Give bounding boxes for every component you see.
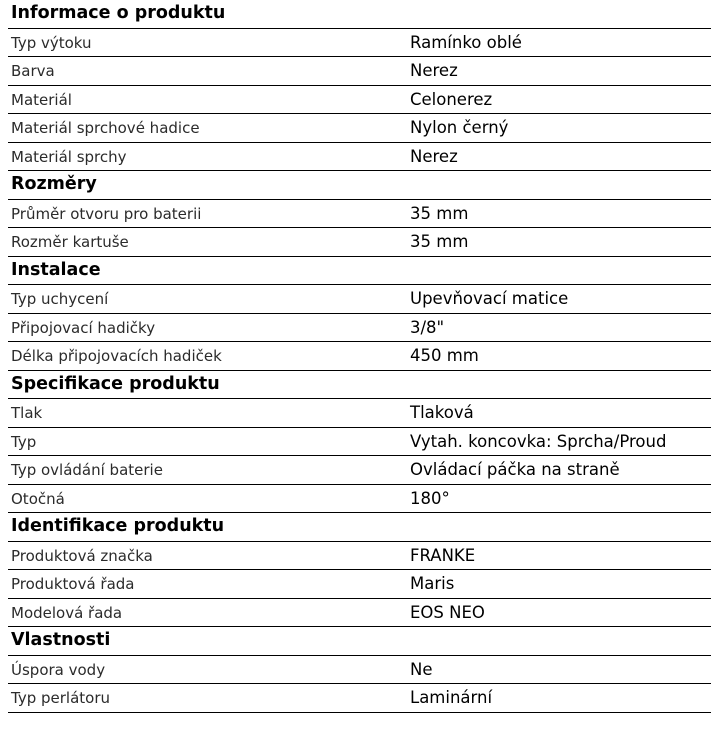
spec-label: Průměr otvoru pro baterii (11, 204, 202, 223)
section-product-info (8, 0, 711, 171)
spec-row (8, 285, 711, 314)
spec-row (8, 228, 711, 257)
spec-value: Ne (410, 659, 433, 679)
spec-value: 180° (410, 488, 450, 508)
section-properties (8, 627, 711, 713)
spec-label: Produktová značka (11, 546, 153, 565)
section-product-specification (8, 371, 711, 514)
section-title: Identifikace produktu (8, 513, 711, 542)
spec-value: FRANKE (410, 545, 476, 565)
spec-value: Maris (410, 574, 455, 593)
spec-value: 35 mm (410, 203, 469, 223)
spec-label: Rozměr kartuše (11, 233, 129, 251)
spec-value: Upevňovací matice (410, 289, 569, 308)
spec-label: Otočná (11, 489, 65, 508)
spec-value: Laminární (410, 688, 493, 707)
spec-label: Typ ovládání baterie (11, 461, 163, 479)
spec-row (8, 342, 711, 371)
spec-label: Typ výtoku (11, 33, 92, 52)
spec-row (8, 57, 711, 86)
spec-label: Barva (11, 62, 55, 80)
section-title: Instalace (8, 257, 711, 286)
spec-value: Celonerez (410, 89, 493, 109)
spec-value: Nylon černý (410, 118, 509, 137)
spec-row (8, 485, 711, 514)
spec-label: Délka připojovacích hadiček (11, 347, 222, 365)
spec-row (8, 684, 711, 713)
section-product-identification (8, 513, 711, 627)
spec-row (8, 542, 711, 571)
spec-value: Ovládací páčka na straně (410, 460, 620, 479)
spec-label: Typ (11, 432, 37, 451)
spec-label: Materiál sprchové hadice (11, 119, 200, 137)
section-title: Rozměry (8, 171, 711, 200)
spec-value: Nerez (410, 61, 458, 80)
spec-row (8, 456, 711, 485)
spec-label: Produktová řada (11, 575, 135, 593)
spec-value: 3/8" (410, 317, 445, 337)
spec-row (8, 570, 711, 599)
spec-label: Typ perlátoru (11, 689, 111, 707)
section-dimensions (8, 171, 711, 257)
spec-value: EOS NEO (410, 602, 485, 622)
product-spec-table (8, 0, 711, 713)
spec-row (8, 114, 711, 143)
spec-row (8, 200, 711, 229)
spec-row (8, 143, 711, 172)
spec-value: Vytah. koncovka: Sprcha/Proud (410, 431, 667, 451)
spec-label: Materiál (11, 90, 72, 109)
section-title: Informace o produktu (8, 0, 711, 29)
spec-label: Úspora vody (11, 660, 106, 679)
section-title: Vlastnosti (8, 627, 711, 656)
spec-value: 450 mm (410, 346, 479, 365)
spec-row (8, 86, 711, 115)
section-title: Specifikace produktu (8, 371, 711, 400)
spec-value: Ramínko oblé (410, 32, 522, 52)
spec-label: Materiál sprchy (11, 147, 127, 166)
section-installation (8, 257, 711, 371)
spec-row (8, 599, 711, 628)
spec-label: Tlak (11, 404, 43, 422)
spec-value: 35 mm (410, 232, 469, 251)
spec-row (8, 29, 711, 58)
spec-row (8, 656, 711, 685)
spec-value: Tlaková (410, 403, 474, 422)
spec-value: Nerez (410, 146, 458, 166)
spec-row (8, 314, 711, 343)
spec-row (8, 399, 711, 428)
spec-label: Připojovací hadičky (11, 318, 156, 337)
spec-label: Modelová řada (11, 603, 123, 622)
spec-label: Typ uchycení (11, 290, 109, 308)
spec-row (8, 428, 711, 457)
